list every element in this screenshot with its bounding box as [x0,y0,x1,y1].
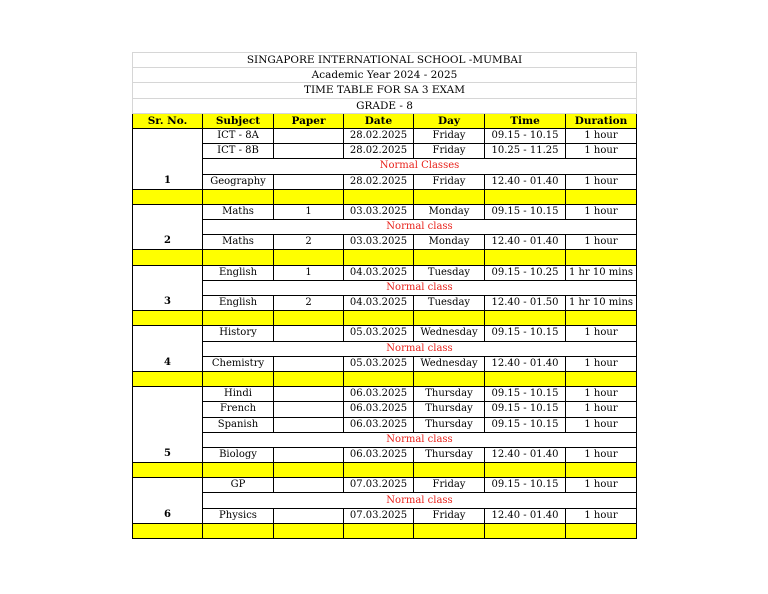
duration-cell: 1 hour [566,144,637,159]
duration-cell: 1 hr 10 mins [566,265,637,280]
separator-cell [133,523,203,538]
separator-cell [485,463,566,478]
column-header-duration: Duration [566,113,637,128]
date-cell: 03.03.2025 [344,235,414,250]
separator-cell [344,371,414,386]
paper-cell [274,447,344,462]
exam-row [133,387,637,402]
note-row [133,280,637,295]
academic-year: Academic Year 2024 - 2025 [133,68,637,83]
duration-cell: 1 hour [566,326,637,341]
separator-cell [274,371,344,386]
separator-cell [566,523,637,538]
duration-cell: 1 hr 10 mins [566,296,637,311]
day-cell: Friday [414,128,485,143]
date-cell: 05.03.2025 [344,326,414,341]
duration-cell: 1 hour [566,478,637,493]
separator-cell [133,189,203,204]
paper-cell: 2 [274,235,344,250]
separator-cell [344,250,414,265]
column-header-time: Time [485,113,566,128]
separator-cell [414,189,485,204]
paper-cell: 1 [274,204,344,219]
subject-cell: English [203,265,274,280]
separator-cell [414,250,485,265]
subject-cell: Hindi [203,387,274,402]
paper-cell [274,417,344,432]
day-cell: Friday [414,478,485,493]
exam-timetable [132,52,637,539]
subject-cell: Chemistry [203,356,274,371]
normal-class-note: Normal class [203,280,637,295]
exam-row [133,478,637,493]
normal-class-note: Normal class [203,220,637,235]
time-cell: 09.15 - 10.15 [485,417,566,432]
normal-class-note: Normal class [203,432,637,447]
separator-cell [485,371,566,386]
separator-cell [133,250,203,265]
separator-cell [203,189,274,204]
subject-cell: Spanish [203,417,274,432]
serial-number-cell: 3 [133,265,203,311]
time-cell: 09.15 - 10.15 [485,326,566,341]
day-cell: Wednesday [414,356,485,371]
date-cell: 28.02.2025 [344,174,414,189]
exam-row [133,296,637,311]
duration-cell: 1 hour [566,387,637,402]
separator-cell [274,250,344,265]
normal-class-note: Normal class [203,493,637,508]
subject-cell: ICT - 8B [203,144,274,159]
normal-class-note: Normal Classes [203,159,637,174]
separator-cell [203,250,274,265]
column-header-day: Day [414,113,485,128]
day-cell: Thursday [414,387,485,402]
column-header-row [133,113,637,128]
time-cell: 12.40 - 01.50 [485,296,566,311]
subject-cell: Geography [203,174,274,189]
separator-cell [566,371,637,386]
column-header-paper: Paper [274,113,344,128]
title-row-grade [133,98,637,113]
date-cell: 06.03.2025 [344,417,414,432]
note-row [133,159,637,174]
separator-cell [274,189,344,204]
paper-cell [274,508,344,523]
subject-cell: Biology [203,447,274,462]
note-row [133,493,637,508]
separator-cell [344,523,414,538]
separator-cell [485,250,566,265]
separator-cell [203,463,274,478]
group-separator-row [133,250,637,265]
separator-cell [485,311,566,326]
subject-cell: English [203,296,274,311]
separator-cell [344,463,414,478]
date-cell: 28.02.2025 [344,144,414,159]
column-header-sr-no: Sr. No. [133,113,203,128]
separator-cell [133,371,203,386]
group-separator-row [133,463,637,478]
separator-cell [566,463,637,478]
subject-cell: Maths [203,235,274,250]
date-cell: 06.03.2025 [344,447,414,462]
separator-cell [414,463,485,478]
duration-cell: 1 hour [566,508,637,523]
subject-cell: ICT - 8A [203,128,274,143]
paper-cell [274,387,344,402]
column-header-date: Date [344,113,414,128]
serial-number-cell: 1 [133,128,203,189]
group-separator-row [133,523,637,538]
group-separator-row [133,311,637,326]
exam-title: TIME TABLE FOR SA 3 EXAM [133,83,637,98]
duration-cell: 1 hour [566,235,637,250]
exam-row [133,204,637,219]
serial-number-cell: 5 [133,387,203,463]
separator-cell [274,463,344,478]
separator-cell [414,311,485,326]
paper-cell [274,128,344,143]
paper-cell [274,144,344,159]
separator-cell [344,311,414,326]
column-header-subject: Subject [203,113,274,128]
day-cell: Monday [414,204,485,219]
exam-row [133,144,637,159]
separator-cell [274,311,344,326]
duration-cell: 1 hour [566,356,637,371]
paper-cell: 1 [274,265,344,280]
date-cell: 04.03.2025 [344,296,414,311]
duration-cell: 1 hour [566,204,637,219]
day-cell: Thursday [414,447,485,462]
time-cell: 09.15 - 10.15 [485,128,566,143]
paper-cell [274,478,344,493]
separator-cell [344,189,414,204]
subject-cell: GP [203,478,274,493]
serial-number-cell: 6 [133,478,203,524]
separator-cell [485,523,566,538]
subject-cell: French [203,402,274,417]
time-cell: 12.40 - 01.40 [485,508,566,523]
exam-row [133,326,637,341]
day-cell: Monday [414,235,485,250]
school-name: SINGAPORE INTERNATIONAL SCHOOL -MUMBAI [133,53,637,68]
time-cell: 12.40 - 01.40 [485,356,566,371]
time-cell: 12.40 - 01.40 [485,174,566,189]
day-cell: Tuesday [414,296,485,311]
day-cell: Friday [414,144,485,159]
separator-cell [414,371,485,386]
duration-cell: 1 hour [566,417,637,432]
subject-cell: Maths [203,204,274,219]
exam-row [133,235,637,250]
timetable-body [133,53,637,539]
separator-cell [485,189,566,204]
subject-cell: Physics [203,508,274,523]
paper-cell [274,174,344,189]
time-cell: 09.15 - 10.25 [485,265,566,280]
date-cell: 07.03.2025 [344,508,414,523]
group-separator-row [133,371,637,386]
time-cell: 09.15 - 10.15 [485,387,566,402]
separator-cell [203,311,274,326]
duration-cell: 1 hour [566,174,637,189]
day-cell: Thursday [414,402,485,417]
grade-label: GRADE - 8 [133,98,637,113]
date-cell: 05.03.2025 [344,356,414,371]
exam-row [133,447,637,462]
paper-cell [274,326,344,341]
date-cell: 06.03.2025 [344,402,414,417]
time-cell: 12.40 - 01.40 [485,235,566,250]
separator-cell [203,523,274,538]
title-row-school [133,53,637,68]
time-cell: 12.40 - 01.40 [485,447,566,462]
exam-row [133,174,637,189]
separator-cell [566,311,637,326]
day-cell: Thursday [414,417,485,432]
day-cell: Wednesday [414,326,485,341]
title-row-year [133,68,637,83]
paper-cell [274,402,344,417]
time-cell: 09.15 - 10.15 [485,204,566,219]
paper-cell: 2 [274,296,344,311]
separator-cell [133,311,203,326]
exam-row [133,508,637,523]
duration-cell: 1 hour [566,402,637,417]
date-cell: 03.03.2025 [344,204,414,219]
note-row [133,220,637,235]
day-cell: Friday [414,508,485,523]
date-cell: 07.03.2025 [344,478,414,493]
duration-cell: 1 hour [566,128,637,143]
title-row-exam [133,83,637,98]
time-cell: 10.25 - 11.25 [485,144,566,159]
separator-cell [203,371,274,386]
serial-number-cell: 2 [133,204,203,250]
time-cell: 09.15 - 10.15 [485,402,566,417]
exam-row [133,356,637,371]
exam-row [133,128,637,143]
duration-cell: 1 hour [566,447,637,462]
day-cell: Tuesday [414,265,485,280]
subject-cell: History [203,326,274,341]
paper-cell [274,356,344,371]
exam-row [133,265,637,280]
serial-number-cell: 4 [133,326,203,372]
note-row [133,432,637,447]
date-cell: 04.03.2025 [344,265,414,280]
time-cell: 09.15 - 10.15 [485,478,566,493]
separator-cell [414,523,485,538]
date-cell: 06.03.2025 [344,387,414,402]
separator-cell [566,250,637,265]
group-separator-row [133,189,637,204]
day-cell: Friday [414,174,485,189]
separator-cell [274,523,344,538]
separator-cell [133,463,203,478]
separator-cell [566,189,637,204]
exam-row [133,402,637,417]
exam-row [133,417,637,432]
normal-class-note: Normal class [203,341,637,356]
note-row [133,341,637,356]
date-cell: 28.02.2025 [344,128,414,143]
